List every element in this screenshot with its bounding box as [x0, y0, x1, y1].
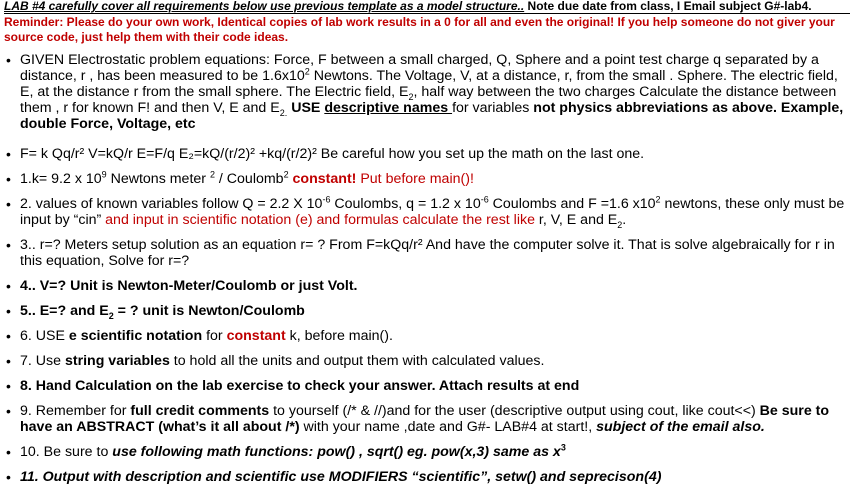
item-text — [20, 444, 846, 460]
text-run: to yourself (/* & //)and for the user (descriptive output using cout, like cout<<) — [269, 403, 760, 419]
text-run: . — [622, 212, 627, 228]
text-run: = ? unit is Newton/Coulomb — [113, 303, 305, 319]
text-run: descriptive names — [324, 100, 453, 116]
superscript: -6 — [480, 194, 489, 205]
superscript: 2 — [304, 66, 310, 77]
text-run: k, before main(). — [285, 328, 393, 344]
bullet: • — [6, 171, 11, 187]
text-run: not physics abbreviations as above. Example, double Force, Voltage, etc — [20, 100, 844, 132]
bullet: • — [6, 196, 11, 212]
bullet: • — [6, 237, 11, 253]
subscript: 2 — [108, 310, 114, 321]
item-text — [20, 403, 846, 435]
text-run: use following math functions: pow() , sqrt() eg. pow(x,3) same as x — [112, 444, 561, 460]
subscript: 2 — [617, 219, 623, 230]
superscript: -6 — [322, 194, 331, 205]
item-text — [20, 171, 846, 187]
text-run: constant! — [292, 171, 357, 187]
bullet: • — [6, 403, 11, 419]
bullet: • — [6, 469, 11, 485]
bullet: • — [6, 444, 11, 460]
text-run: 9. Remember for — [20, 403, 131, 419]
bullet: • — [6, 303, 11, 319]
bullet: • — [6, 353, 11, 369]
text-run: Coulombs, q = 1.2 x 10 — [330, 196, 481, 212]
text-run: Newtons meter — [106, 171, 210, 187]
subscript: 2 — [408, 91, 414, 102]
bullet: • — [6, 378, 11, 394]
text-run: string variables — [64, 353, 170, 369]
text-run: e scientific notation — [68, 328, 203, 344]
text-run: Put before main()! — [356, 171, 474, 187]
text-run: full credit comments — [130, 403, 270, 419]
text-run: / Coulomb — [214, 171, 284, 187]
text-run: GIVEN Electrostatic problem equations: Force, F between a small charged, Q, Sphere and a point test charge q separated by a distance, r , has been measured to be 1.6x10 — [20, 52, 819, 84]
bullet: • — [6, 52, 11, 68]
item-text — [20, 196, 846, 228]
text-run: 1.k= 9.2 x 10 — [20, 171, 102, 187]
item-text: F= k Qq/r² V=kQ/r E=F/q E₂=kQ/(r/2)² +kq/(r/2)² Be careful how you set up the math on the last one. — [20, 146, 645, 162]
item-text: 11. Output with description and scientific use MODIFIERS “scientific”, setw() and seprecison(4) — [20, 469, 662, 485]
item-text: 4.. V=? Unit is Newton-Meter/Coulomb or just Volt. — [20, 278, 358, 294]
text-run: , half way between the two charges Calculate the distance between them , r for known F! and then V, E and E — [20, 84, 837, 116]
text-run: 6. USE — [20, 328, 69, 344]
bullet: • — [6, 146, 11, 162]
item-text — [20, 328, 846, 344]
item-text — [20, 353, 846, 369]
bullet: • — [6, 328, 11, 344]
text-run: 5.. E=? and E — [20, 303, 109, 319]
item-text — [20, 52, 846, 132]
subscript: 2. — [279, 107, 288, 118]
text-run: Coulombs and F =1.6 x10 — [488, 196, 656, 212]
reminder-text: Reminder: Please do your own work, Identical copies of lab work results in a 0 for all and even the original! If you help someone do not giver your source code, just help them with their code ideas. — [4, 15, 835, 44]
superscript: 9 — [101, 169, 107, 180]
superscript: 2 — [283, 169, 289, 180]
text-run: Newtons. The Voltage, V, at a distance, r, from the small . Sphere. The electric field, E, at the distance r from the small sphere. The Electric field, E — [20, 68, 838, 100]
text-run: for variables — [452, 100, 534, 116]
item-text: 8. Hand Calculation on the lab exercise to check your answer. Attach results at end — [20, 378, 580, 394]
text-run: with your name ,date and G#- LAB#4 at start!, — [299, 419, 597, 435]
superscript: 2 — [655, 194, 661, 205]
superscript: 3 — [560, 442, 566, 453]
item-text — [20, 303, 846, 319]
superscript: 2 — [209, 169, 215, 180]
lab-header — [4, 0, 850, 14]
bullet: • — [6, 278, 11, 294]
text-run: Be sure to have an ABSTRACT (what’s it all about /*) — [20, 403, 830, 435]
lab-label: LAB #4 carefully cover all requirements below use previous template as a model structure.. — [4, 0, 525, 13]
due-note: Note due date from class, I Email subject G#-lab4. — [527, 0, 812, 13]
text-run: for — [202, 328, 227, 344]
text-run: 2. values of known variables follow Q = 2.2 X 10 — [20, 196, 323, 212]
text-run: to hold all the units and output them with calculated values. — [169, 353, 545, 369]
text-run: and input in scientific notation (e) and formulas calculate the rest like — [105, 212, 535, 228]
text-run: 7. Use — [20, 353, 65, 369]
text-run: subject of the email also. — [596, 419, 765, 435]
item-text: 3.. r=? Meters setup solution as an equation r= ? From F=kQq/r² And have the computer solve it. That is solve algebraically for r in this equation, Solve for r=? — [20, 237, 835, 269]
text-run: 10. Be sure to — [20, 444, 113, 460]
text-run: USE — [287, 100, 325, 116]
text-run: r, V, E and E — [534, 212, 618, 228]
text-run: constant — [226, 328, 286, 344]
text-run: newtons, these only must be input by “cin” — [20, 196, 845, 228]
